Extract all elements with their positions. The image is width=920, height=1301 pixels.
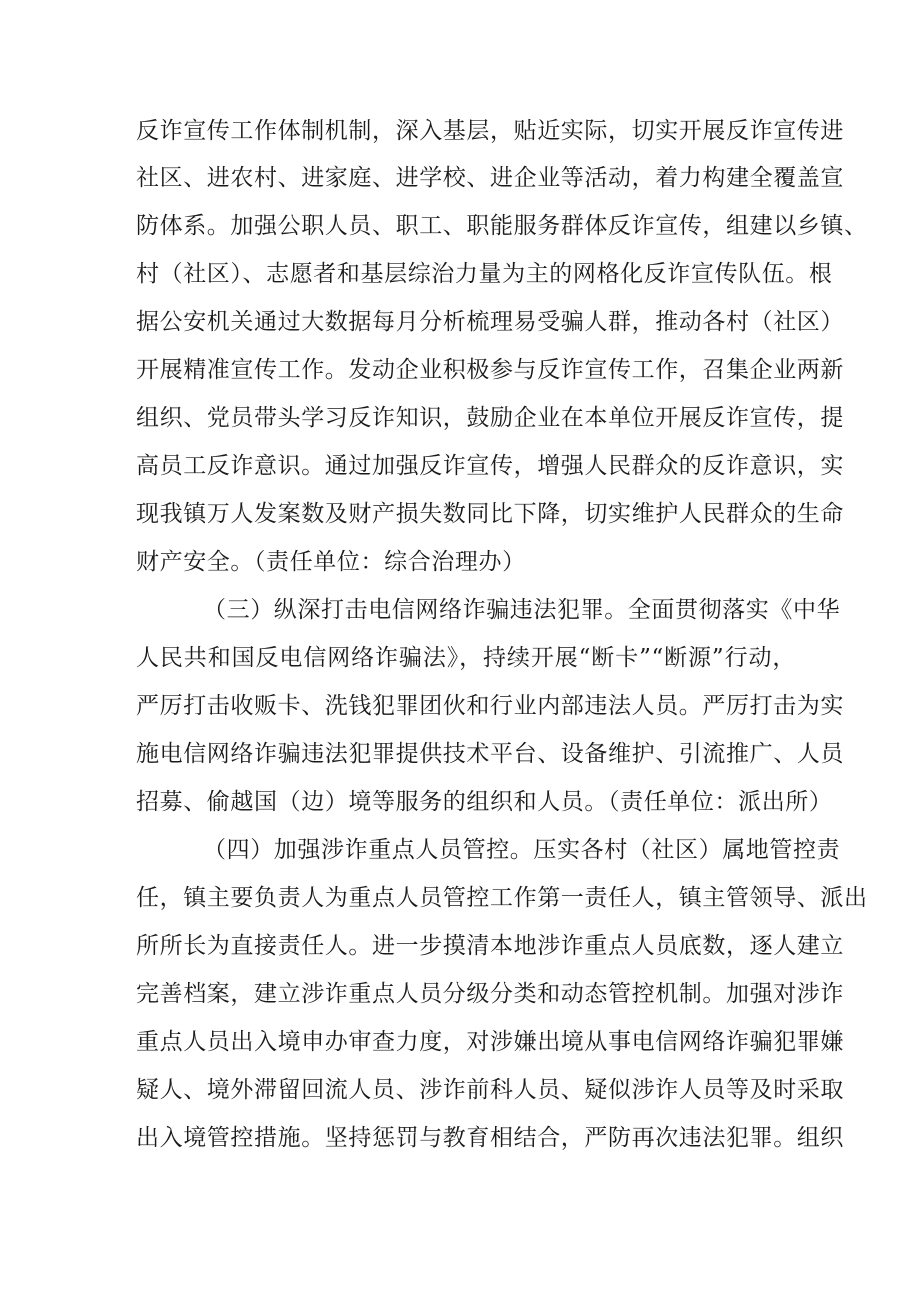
text-line: 所所长为直接责任人。进一步摸清本地涉诈重点人员底数，逐人建立 [136,933,844,959]
text-line: 任，镇主要负责人为重点人员管控工作第一责任人，镇主管领导、派出 [136,885,868,911]
text-line: 现我镇万人发案数及财产损失数同比下降，切实维护人民群众的生命 [136,501,844,527]
text-line: 施电信网络诈骗违法犯罪提供技术平台、设备维护、引流推广、人员 [136,741,844,767]
text-line: 招募、偷越国（边）境等服务的组织和人员。（责任单位：派出所） [136,789,833,815]
text-line: 防体系。加强公职人员、职工、职能服务群体反诈宣传，组建以乡镇、 [136,213,868,239]
text-line: 据公安机关通过大数据每月分析梳理易受骗人群，推动各村（社区） [136,309,844,335]
text-line: 开展精准宣传工作。发动企业积极参与反诈宣传工作，召集企业两新 [136,357,844,383]
text-line: 高员工反诈意识。通过加强反诈宣传，增强人民群众的反诈意识，实 [136,453,844,479]
text-line: 村（社区）、志愿者和基层综治力量为主的网格化反诈宣传队伍。根 [136,261,833,287]
section-heading-line: （四）加强涉诈重点人员管控。压实各村（社区）属地管控责 [203,837,841,863]
text-line: 人民共和国反电信网络诈骗法》，持续开展“断卡”“断源”行动， [136,645,796,671]
text-line: 组织、党员带头学习反诈知识，鼓励企业在本单位开展反诈宣传，提 [136,405,844,431]
text-line: 出入境管控措施。坚持惩罚与教育相结合，严防再次违法犯罪。组织 [136,1125,844,1151]
text-line: 财产安全。（责任单位：综合治理办） [136,549,526,575]
section-heading-line: （三）纵深打击电信网络诈骗违法犯罪。全面贯彻落实《中华 [203,597,841,623]
text-line: 重点人员出入境申办审查力度，对涉嫌出境从事电信网络诈骗犯罪嫌 [136,1029,844,1055]
text-line: 反诈宣传工作体制机制，深入基层，贴近实际，切实开展反诈宣传进 [136,118,844,144]
text-line: 社区、进农村、进家庭、进学校、进企业等活动，着力构建全覆盖宣 [136,165,844,191]
text-line: 完善档案，建立涉诈重点人员分级分类和动态管控机制。加强对涉诈 [136,981,844,1007]
text-line: 疑人、境外滞留回流人员、涉诈前科人员、疑似涉诈人员等及时采取 [136,1077,844,1103]
text-line: 严厉打击收贩卡、洗钱犯罪团伙和行业内部违法人员。严厉打击为实 [136,693,844,719]
